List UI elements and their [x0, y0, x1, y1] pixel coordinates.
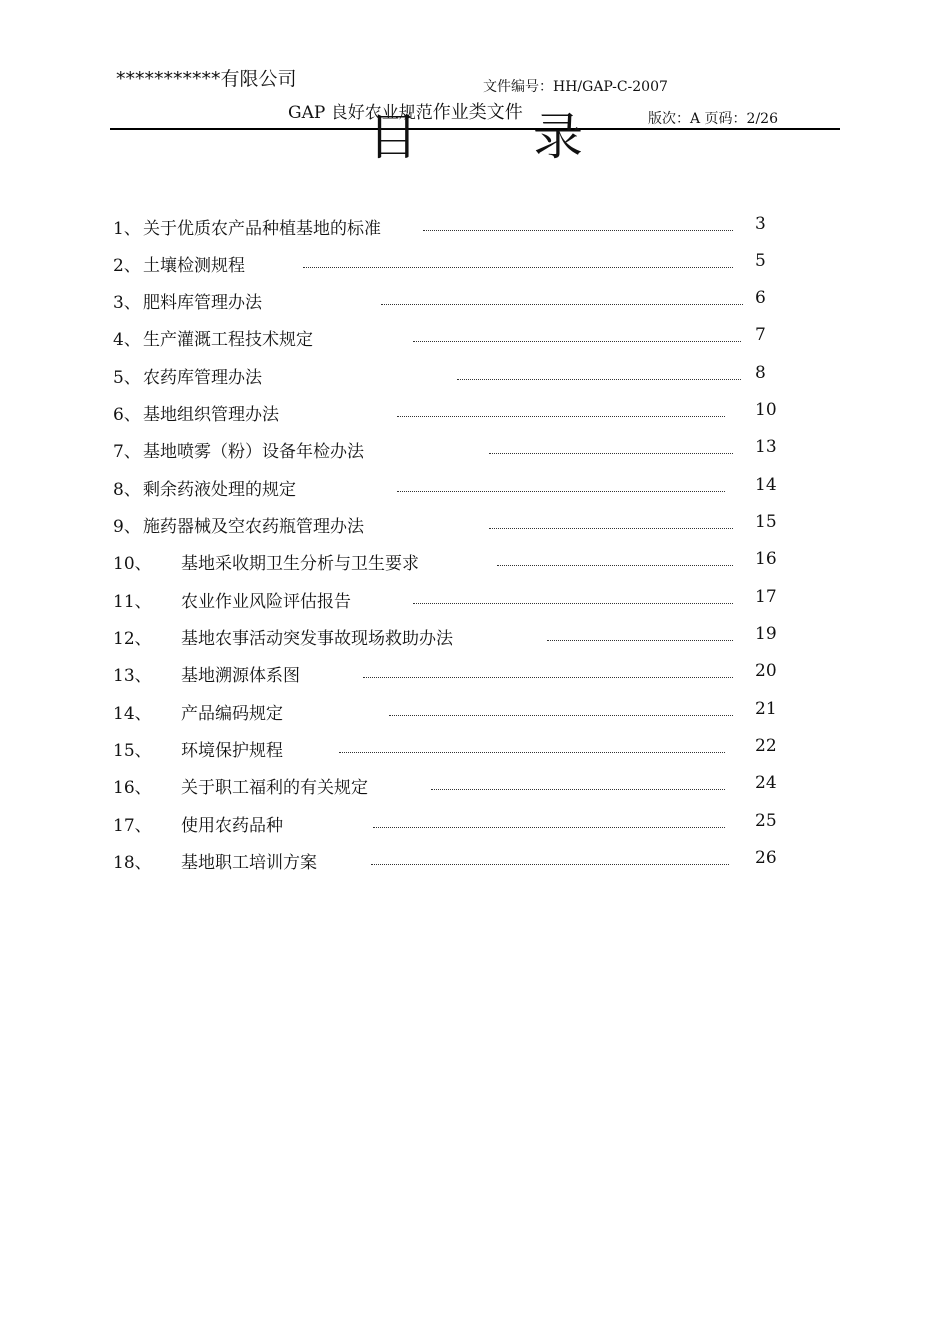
toc-leader-dots — [373, 827, 725, 828]
toc-leader-dots — [413, 603, 733, 604]
toc-page-number: 19 — [755, 624, 777, 644]
toc-leader-dots — [381, 304, 743, 305]
toc-number: 17、 — [113, 816, 152, 836]
toc-row — [113, 736, 793, 760]
toc-title: 肥料库管理办法 — [143, 293, 262, 313]
gap-suffix: 作业类文件 — [432, 102, 523, 123]
toc-leader-dots — [363, 677, 733, 678]
toc-title: 剩余药液处理的规定 — [143, 480, 296, 500]
toc-page-number: 3 — [755, 214, 766, 234]
toc-leader-dots — [397, 416, 725, 417]
toc-row — [113, 661, 793, 685]
toc-title: 关于优质农产品种植基地的标准 — [143, 219, 381, 239]
toc-row — [113, 288, 793, 312]
toc-number: 5、 — [113, 368, 141, 388]
toc-number: 3、 — [113, 293, 141, 313]
toc-row — [113, 251, 793, 275]
toc-page-number: 17 — [755, 587, 777, 607]
toc-title-char-2: 录 — [533, 108, 583, 166]
toc-title: 农药库管理办法 — [143, 368, 262, 388]
toc-page-number: 25 — [755, 811, 777, 831]
toc-leader-dots — [489, 528, 733, 529]
toc-number: 11、 — [113, 592, 152, 612]
toc-page-number: 7 — [755, 325, 766, 345]
toc-leader-dots — [431, 789, 725, 790]
toc-page-number: 5 — [755, 251, 766, 271]
toc-number: 4、 — [113, 330, 141, 350]
toc-title: 关于职工福利的有关规定 — [181, 778, 368, 798]
toc-row — [113, 587, 793, 611]
toc-leader-dots — [497, 565, 733, 566]
toc-page-number: 21 — [755, 699, 777, 719]
toc-row — [113, 363, 793, 387]
toc-number: 9、 — [113, 517, 141, 537]
toc-page-number: 10 — [755, 400, 777, 420]
toc-page-number: 26 — [755, 848, 777, 868]
toc-row — [113, 549, 793, 573]
toc-leader-dots — [423, 230, 733, 231]
gap-prefix: GAP 良好农业规范 — [288, 103, 433, 123]
toc-number: 14、 — [113, 704, 152, 724]
toc-title: 产品编码规定 — [181, 704, 283, 724]
toc-row — [113, 214, 793, 238]
toc-number: 13、 — [113, 666, 152, 686]
toc-title: 基地组织管理办法 — [143, 405, 279, 425]
toc-leader-dots — [413, 341, 741, 342]
toc-row — [113, 848, 793, 872]
toc-title: 使用农药品种 — [181, 816, 283, 836]
toc-title: 生产灌溉工程技术规定 — [143, 330, 313, 350]
toc-page-number: 6 — [755, 288, 766, 308]
toc-page-number: 24 — [755, 773, 777, 793]
toc-row — [113, 325, 793, 349]
version-page-info: 版次：A 页码：2/26 — [648, 111, 778, 127]
toc-page-number: 15 — [755, 512, 777, 532]
toc-leader-dots — [397, 491, 725, 492]
toc-leader-dots — [389, 715, 733, 716]
toc-page-number: 22 — [755, 736, 777, 756]
toc-row — [113, 475, 793, 499]
toc-row — [113, 624, 793, 648]
toc-number: 6、 — [113, 405, 141, 425]
toc-title: 基地溯源体系图 — [181, 666, 300, 686]
toc-title: 农业作业风险评估报告 — [181, 592, 351, 612]
toc-page-number: 16 — [755, 549, 777, 569]
toc-number: 2、 — [113, 256, 141, 276]
header-divider — [110, 128, 840, 130]
toc-number: 15、 — [113, 741, 152, 761]
toc-number: 16、 — [113, 778, 152, 798]
toc-row — [113, 773, 793, 797]
toc-title-char-1: 目 — [368, 108, 418, 166]
toc-leader-dots — [547, 640, 733, 641]
toc-leader-dots — [371, 864, 729, 865]
toc-number: 7、 — [113, 442, 141, 462]
toc-number: 10、 — [113, 554, 152, 574]
toc-row — [113, 437, 793, 461]
toc-title: 基地农事活动突发事故现场救助办法 — [181, 629, 453, 649]
toc-page-number: 8 — [755, 363, 766, 383]
document-number: 文件编号：HH/GAP-C-2007 — [483, 79, 668, 95]
toc-title: 施药器械及空农药瓶管理办法 — [143, 517, 364, 537]
toc-row — [113, 811, 793, 835]
toc-title: 土壤检测规程 — [143, 256, 245, 276]
toc-page-number: 14 — [755, 475, 777, 495]
toc-page-number: 13 — [755, 437, 777, 457]
toc-title: 环境保护规程 — [181, 741, 283, 761]
toc-number: 12、 — [113, 629, 152, 649]
toc-page-number: 20 — [755, 661, 777, 681]
toc-number: 1、 — [113, 219, 141, 239]
toc-title: 基地采收期卫生分析与卫生要求 — [181, 554, 419, 574]
toc-row — [113, 400, 793, 424]
toc-number: 18、 — [113, 853, 152, 873]
toc-title: 基地职工培训方案 — [181, 853, 317, 873]
company-name: ***********有限公司 — [116, 68, 297, 90]
toc-leader-dots — [457, 379, 741, 380]
toc-number: 8、 — [113, 480, 141, 500]
toc-leader-dots — [489, 453, 733, 454]
toc-row — [113, 699, 793, 723]
toc-leader-dots — [303, 267, 733, 268]
toc-leader-dots — [339, 752, 725, 753]
toc-row — [113, 512, 793, 536]
toc-title: 基地喷雾（粉）设备年检办法 — [143, 442, 364, 462]
